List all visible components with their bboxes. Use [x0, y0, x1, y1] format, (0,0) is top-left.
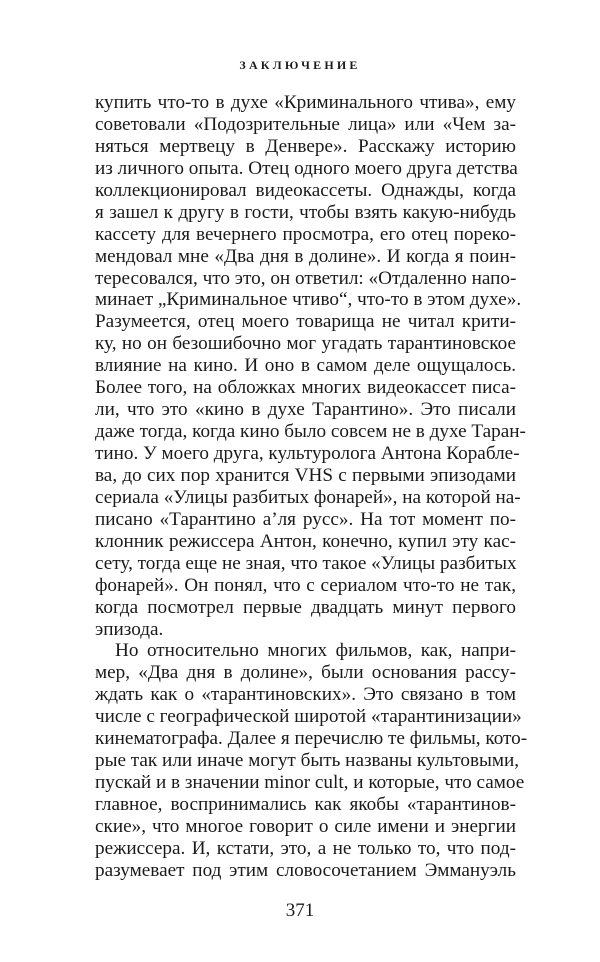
text-line: даже тогда, когда кино было совсем не в духе Таран-	[95, 421, 526, 443]
text-line: Разумеется, отец моего товарища не читал крити-	[95, 311, 516, 333]
text-line: пускай и в значении minor cult, и которые, что самое	[95, 772, 525, 794]
text-line: разумевает под этим словосочетанием Эммануэль	[95, 859, 516, 881]
text-line: числе с географической широтой «тарантинизации»	[95, 706, 522, 728]
text-line: минает „Криминальное чтиво“, что-то в этом духе».	[95, 289, 522, 311]
text-line: ские», что многое говорит о силе имени и энергии	[95, 815, 516, 837]
text-line: из личного опыта. Отец одного моего друга детства	[95, 157, 518, 179]
text-line: советовали «Подозрительные лица» или «Чем за-	[95, 113, 516, 135]
running-header: ЗАКЛЮЧЕНИЕ	[239, 58, 361, 72]
page-number: 371	[285, 900, 315, 921]
text-line: фонарей». Он понял, что с сериалом что-то не так,	[95, 574, 516, 596]
text-line: сериала «Улицы разбитых фонарей», на которой на-	[95, 486, 521, 508]
text-line: клонник режиссера Антон, конечно, купил эту кас-	[95, 530, 516, 552]
text-line: когда посмотрел первые двадцать минут первого	[95, 596, 516, 618]
text-line: тино. У моего друга, культуролога Антона Кораблe-	[95, 443, 520, 464]
text-line: мендовал мне «Два дня в долине». И когда я поин-	[95, 245, 516, 267]
paragraph	[95, 640, 528, 881]
text-line: эпизода.	[95, 618, 164, 640]
text-line: рые так или иначе могут быть названы культовыми,	[95, 750, 520, 772]
text-line: мер, «Два дня в долине», были основания рассу-	[95, 662, 516, 684]
text-line: главное, воспринимались как якобы «тарантинов-	[95, 794, 516, 815]
text-line: ку, но он безошибочно мог угадать тарантиновское	[95, 333, 516, 355]
text-line: ва, до сих пор хранится VHS с первыми эпизодами	[95, 464, 516, 486]
text-line: сету, тогда еще не зная, что такое «Улицы разбитых	[95, 552, 517, 574]
paragraph	[95, 92, 526, 640]
text-line: кинематографа. Далее я перечислю те фильмы, кото-	[95, 728, 528, 750]
text-line: Более того, на обложках многих видеокассет писа-	[95, 377, 516, 399]
body-text	[95, 92, 528, 882]
text-line: коллекционировал видеокассеты. Однажды, когда	[95, 179, 516, 201]
text-line: тересовался, что это, он ответил: «Отдаленно напо-	[95, 267, 517, 289]
text-line: кассету для вечернего просмотра, его отец пореко-	[95, 223, 516, 245]
text-line: купить что-то в духе «Криминального чтива», ему	[95, 92, 516, 113]
text-line: няться мертвецу в Денвере». Расскажу историю	[95, 135, 516, 157]
text-line: Но относительно многих фильмов, как, напри-	[115, 640, 516, 662]
text-line: ждать как о «тарантиновских». Это связано в том	[95, 684, 516, 706]
text-line: режиссера. И, кстати, это, а не только то, что под-	[95, 837, 516, 859]
text-line: писано «Тарантино а’ля русс». На тот момент по-	[95, 508, 516, 530]
text-line: ли, что это «кино в духе Тарантино». Это писали	[95, 399, 516, 421]
text-line: влияние на кино. И оно в самом деле ощущалось.	[95, 355, 516, 377]
text-line: я зашел к другу в гости, чтобы взять какую-нибудь	[95, 201, 516, 223]
